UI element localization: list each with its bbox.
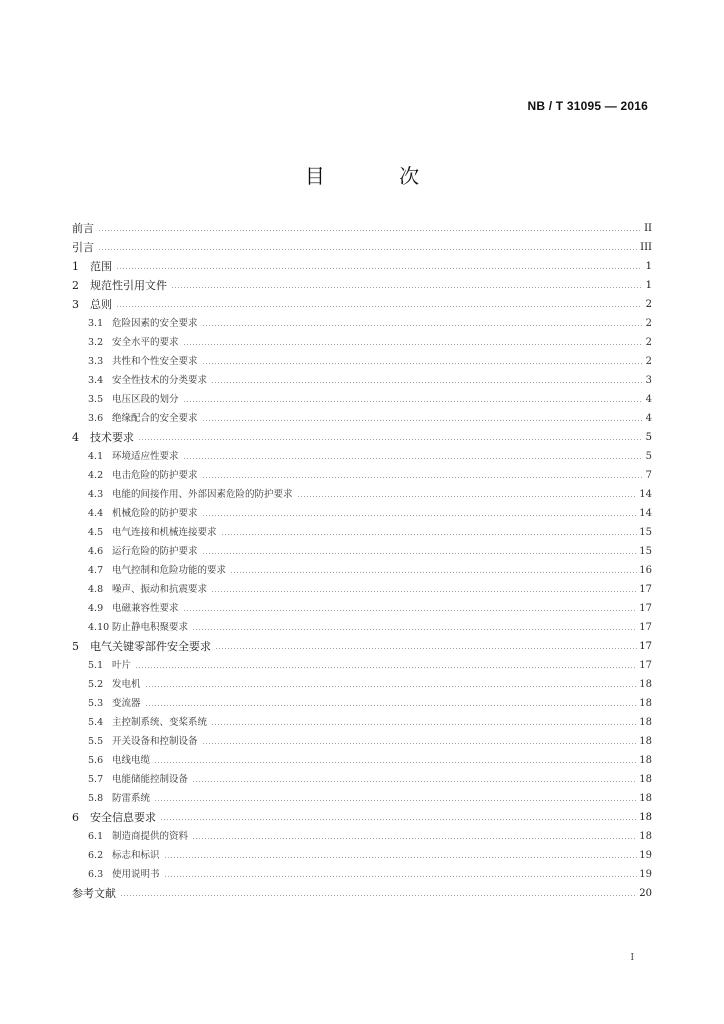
toc-entry[interactable] bbox=[72, 656, 652, 675]
toc-entry-page: 7 bbox=[645, 469, 652, 481]
toc-entry-number: 1 bbox=[72, 260, 79, 273]
toc-entry-label: 安全性技术的分类要求 bbox=[112, 374, 208, 386]
toc-entry-label: 安全水平的要求 bbox=[112, 336, 179, 348]
toc-entry[interactable] bbox=[72, 219, 652, 238]
toc-entry-page: 1 bbox=[645, 279, 652, 291]
dot-leader bbox=[164, 857, 638, 858]
toc-entry[interactable] bbox=[72, 713, 652, 732]
toc-entry-number: 3.5 bbox=[88, 393, 104, 405]
toc-entry-label: 共性和个性安全要求 bbox=[112, 355, 198, 367]
toc-entry-label: 标志和标识 bbox=[112, 849, 160, 861]
toc-entry-page: 19 bbox=[639, 868, 652, 880]
toc-entry[interactable] bbox=[72, 409, 652, 428]
toc-entry-number: 4.4 bbox=[88, 507, 104, 519]
toc-entry-number: 4.5 bbox=[88, 526, 104, 538]
toc-entry-page: 15 bbox=[639, 545, 652, 557]
toc-entry-page: 18 bbox=[639, 773, 652, 785]
toc-entry-number: 5.6 bbox=[88, 754, 104, 766]
toc-entry-label: 使用说明书 bbox=[112, 868, 160, 880]
toc-entry-number: 6 bbox=[72, 811, 79, 824]
toc-entry-label: 前言 bbox=[72, 222, 94, 235]
dot-leader bbox=[183, 458, 642, 459]
toc-entry-number: 6.1 bbox=[88, 830, 104, 842]
toc-entry-label: 总则 bbox=[90, 298, 112, 311]
toc-entry-label: 电压区段的划分 bbox=[112, 393, 179, 405]
toc-entry-label: 引言 bbox=[72, 241, 94, 254]
toc-entry-label: 主控制系统、变桨系统 bbox=[112, 716, 208, 728]
dot-leader bbox=[154, 762, 637, 763]
toc-entry-page: 18 bbox=[639, 811, 652, 823]
toc-entry-page: 17 bbox=[639, 659, 652, 671]
toc-entry-label: 电气连接和机械连接要求 bbox=[112, 526, 217, 538]
dot-leader bbox=[192, 781, 637, 782]
toc-entry-label: 防雷系统 bbox=[112, 792, 151, 804]
toc-entry-page: 4 bbox=[645, 393, 652, 405]
dot-leader bbox=[192, 629, 637, 630]
toc-entry-number: 3.2 bbox=[88, 336, 104, 348]
toc-entry[interactable] bbox=[72, 276, 652, 295]
dot-leader bbox=[145, 686, 638, 687]
toc-entry[interactable] bbox=[72, 884, 652, 903]
toc-entry-page: 14 bbox=[639, 488, 652, 500]
dot-leader bbox=[154, 800, 637, 801]
toc-entry-label: 电能储能控制设备 bbox=[112, 773, 189, 785]
toc-entry[interactable] bbox=[72, 675, 652, 694]
toc-entry-label: 范围 bbox=[90, 260, 112, 273]
toc-entry-label: 噪声、振动和抗震要求 bbox=[112, 583, 208, 595]
toc-entry[interactable] bbox=[72, 371, 652, 390]
toc-entry-number: 4.8 bbox=[88, 583, 104, 595]
toc-entry[interactable] bbox=[72, 770, 652, 789]
dot-leader bbox=[192, 838, 637, 839]
toc-entry-page: 18 bbox=[639, 735, 652, 747]
dot-leader bbox=[116, 306, 642, 307]
toc-entry-label: 环境适应性要求 bbox=[112, 450, 179, 462]
toc-entry-page: 15 bbox=[639, 526, 652, 538]
toc-entry[interactable] bbox=[72, 846, 652, 865]
toc-entry-page: 20 bbox=[639, 887, 652, 899]
toc-entry[interactable] bbox=[72, 447, 652, 466]
toc-entry-number: 5.2 bbox=[88, 678, 104, 690]
toc-entry[interactable] bbox=[72, 523, 652, 542]
toc-entry-page: 2 bbox=[645, 355, 652, 367]
dot-leader bbox=[202, 743, 638, 744]
toc-entry[interactable] bbox=[72, 390, 652, 409]
toc-entry-number: 4.3 bbox=[88, 488, 104, 500]
toc-entry[interactable] bbox=[72, 542, 652, 561]
toc-entry-page: II bbox=[644, 222, 652, 234]
toc-entry-page: 1 bbox=[645, 260, 652, 272]
toc-entry-number: 4.7 bbox=[88, 564, 104, 576]
dot-leader bbox=[98, 249, 638, 250]
toc-entry-number: 4 bbox=[72, 431, 79, 444]
dot-leader bbox=[202, 363, 642, 364]
toc-entry-page: 16 bbox=[639, 564, 652, 576]
toc-entry-number: 3.4 bbox=[88, 374, 104, 386]
toc-entry-page: 2 bbox=[645, 336, 652, 348]
toc-entry-page: 5 bbox=[645, 450, 652, 462]
toc-entry-number: 3 bbox=[72, 298, 79, 311]
dot-leader bbox=[202, 477, 642, 478]
toc-entry-number: 3.3 bbox=[88, 355, 104, 367]
toc-entry-page: 18 bbox=[639, 792, 652, 804]
dot-leader bbox=[230, 572, 637, 573]
toc-entry-number: 3.6 bbox=[88, 412, 104, 424]
toc-entry-number: 4.2 bbox=[88, 469, 104, 481]
dot-leader bbox=[98, 230, 642, 231]
toc-entry-number: 4.9 bbox=[88, 602, 104, 614]
toc-entry-number: 5.7 bbox=[88, 773, 104, 785]
toc-entry[interactable] bbox=[72, 295, 652, 314]
toc-entry-page: III bbox=[640, 241, 652, 253]
toc-entry-label: 电能的间接作用、外部因素危险的防护要求 bbox=[112, 488, 293, 500]
dot-leader bbox=[171, 287, 642, 288]
toc-entry-number: 6.3 bbox=[88, 868, 104, 880]
toc-entry[interactable] bbox=[72, 694, 652, 713]
dot-leader bbox=[120, 895, 637, 896]
toc-entry-page: 18 bbox=[639, 716, 652, 728]
toc-entry-page: 17 bbox=[639, 640, 652, 652]
toc-entry-page: 17 bbox=[639, 602, 652, 614]
toc-entry-label: 叶片 bbox=[112, 659, 132, 671]
toc-entry-label: 规范性引用文件 bbox=[90, 279, 167, 292]
dot-leader bbox=[138, 439, 642, 440]
dot-leader bbox=[202, 420, 642, 421]
toc-entry[interactable] bbox=[72, 580, 652, 599]
toc-entry-label: 制造商提供的资料 bbox=[112, 830, 189, 842]
toc-entry[interactable] bbox=[72, 352, 652, 371]
toc-entry-label: 危险因素的安全要求 bbox=[112, 317, 198, 329]
toc-entry-page: 18 bbox=[639, 678, 652, 690]
toc-entry-label: 开关设备和控制设备 bbox=[112, 735, 198, 747]
toc-entry-number: 2 bbox=[72, 279, 79, 292]
toc-entry-label: 绝缘配合的安全要求 bbox=[112, 412, 198, 424]
toc-entry-label: 技术要求 bbox=[90, 431, 134, 444]
dot-leader bbox=[297, 496, 638, 497]
toc-entry-number: 3.1 bbox=[88, 317, 104, 329]
toc-entry[interactable] bbox=[72, 732, 652, 751]
dot-leader bbox=[202, 325, 642, 326]
toc-entry-page: 19 bbox=[639, 849, 652, 861]
toc-entry-label: 发电机 bbox=[112, 678, 141, 690]
toc-entry[interactable] bbox=[72, 865, 652, 884]
toc-entry[interactable] bbox=[72, 333, 652, 352]
toc-entry-label: 参考文献 bbox=[72, 887, 116, 900]
toc-entry[interactable] bbox=[72, 504, 652, 523]
page-number: I bbox=[630, 953, 634, 963]
toc-entry-page: 18 bbox=[639, 754, 652, 766]
toc-entry[interactable] bbox=[72, 238, 652, 257]
dot-leader bbox=[211, 382, 642, 383]
dot-leader bbox=[183, 610, 638, 611]
toc-entry-label: 电气关键零部件安全要求 bbox=[90, 640, 211, 653]
dot-leader bbox=[116, 268, 642, 269]
toc-entry-page: 2 bbox=[645, 317, 652, 329]
toc-list bbox=[72, 219, 652, 903]
toc-entry-number: 4.1 bbox=[88, 450, 104, 462]
toc-entry[interactable] bbox=[72, 314, 652, 333]
page-title: 目 次 bbox=[304, 164, 454, 188]
toc-entry-page: 18 bbox=[639, 697, 652, 709]
toc-entry-number: 5.4 bbox=[88, 716, 104, 728]
dot-leader bbox=[135, 667, 637, 668]
toc-entry-page: 18 bbox=[639, 830, 652, 842]
dot-leader bbox=[211, 591, 637, 592]
dot-leader bbox=[160, 819, 637, 820]
toc-entry-number: 5.8 bbox=[88, 792, 104, 804]
dot-leader bbox=[164, 876, 638, 877]
toc-entry-label: 防止静电积聚要求 bbox=[112, 621, 189, 633]
toc-entry[interactable] bbox=[72, 618, 652, 637]
toc-entry[interactable] bbox=[72, 637, 652, 656]
toc-entry-number: 5 bbox=[72, 640, 79, 653]
dot-leader bbox=[221, 534, 638, 535]
toc-entry[interactable] bbox=[72, 751, 652, 770]
toc-entry[interactable] bbox=[72, 827, 652, 846]
toc-entry-page: 4 bbox=[645, 412, 652, 424]
toc-entry[interactable] bbox=[72, 561, 652, 580]
toc-entry-page: 2 bbox=[645, 298, 652, 310]
toc-entry-label: 机械危险的防护要求 bbox=[112, 507, 198, 519]
toc-entry-page: 17 bbox=[639, 621, 652, 633]
toc-entry-label: 电磁兼容性要求 bbox=[112, 602, 179, 614]
toc-entry-number: 6.2 bbox=[88, 849, 104, 861]
toc-entry[interactable] bbox=[72, 599, 652, 618]
toc-entry-page: 17 bbox=[639, 583, 652, 595]
toc-entry[interactable] bbox=[72, 428, 652, 447]
toc-entry-label: 电气控制和危险功能的要求 bbox=[112, 564, 227, 576]
toc-entry-page: 5 bbox=[645, 431, 652, 443]
toc-entry-label: 运行危险的防护要求 bbox=[112, 545, 198, 557]
toc-entry-number: 4.10 bbox=[88, 621, 110, 633]
toc-entry-page: 14 bbox=[639, 507, 652, 519]
toc-entry[interactable] bbox=[72, 257, 652, 276]
toc-entry-page: 3 bbox=[645, 374, 652, 386]
dot-leader bbox=[202, 553, 638, 554]
toc-entry-label: 电线电缆 bbox=[112, 754, 151, 766]
toc-entry[interactable] bbox=[72, 466, 652, 485]
toc-entry-number: 5.3 bbox=[88, 697, 104, 709]
toc-entry-label: 电击危险的防护要求 bbox=[112, 469, 198, 481]
dot-leader bbox=[183, 344, 642, 345]
toc-entry-number: 5.1 bbox=[88, 659, 104, 671]
toc-entry-number: 5.5 bbox=[88, 735, 104, 747]
toc-entry[interactable] bbox=[72, 789, 652, 808]
dot-leader bbox=[202, 515, 638, 516]
dot-leader bbox=[183, 401, 642, 402]
standard-code: NB / T 31095 — 2016 bbox=[527, 99, 648, 113]
dot-leader bbox=[145, 705, 638, 706]
toc-entry-label: 安全信息要求 bbox=[90, 811, 156, 824]
toc-entry-label: 变流器 bbox=[112, 697, 141, 709]
dot-leader bbox=[211, 724, 637, 725]
toc-entry-number: 4.6 bbox=[88, 545, 104, 557]
dot-leader bbox=[215, 648, 637, 649]
toc-entry[interactable] bbox=[72, 808, 652, 827]
toc-entry[interactable] bbox=[72, 485, 652, 504]
